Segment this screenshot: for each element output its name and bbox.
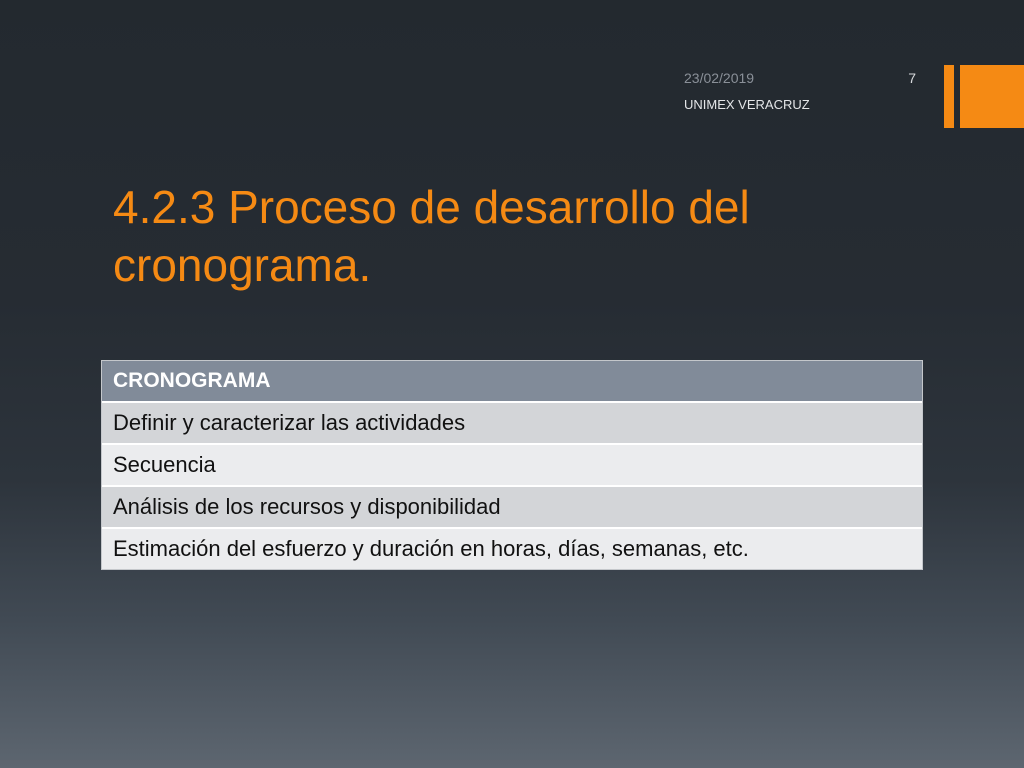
slide-number: 7 xyxy=(908,70,916,86)
table-header-cell: CRONOGRAMA xyxy=(102,361,922,402)
accent-bar-thin xyxy=(944,65,954,128)
table-cell: Estimación del esfuerzo y duración en horas, días, semanas, etc. xyxy=(102,528,922,569)
table-cell: Definir y caracterizar las actividades xyxy=(102,402,922,444)
slide-date: 23/02/2019 xyxy=(684,70,755,86)
table-row xyxy=(102,528,922,569)
table-header-row xyxy=(102,361,922,402)
slide-footer: UNIMEX VERACRUZ xyxy=(684,97,810,112)
table-row xyxy=(102,486,922,528)
table-cell: Análisis de los recursos y disponibilidad xyxy=(102,486,922,528)
table-row xyxy=(102,402,922,444)
accent-bar-thick xyxy=(960,65,1024,128)
slide-title: 4.2.3 Proceso de desarrollo del cronograma. xyxy=(113,181,750,291)
table-row xyxy=(102,444,922,486)
table-cell: Secuencia xyxy=(102,444,922,486)
cronograma-table xyxy=(102,361,922,569)
